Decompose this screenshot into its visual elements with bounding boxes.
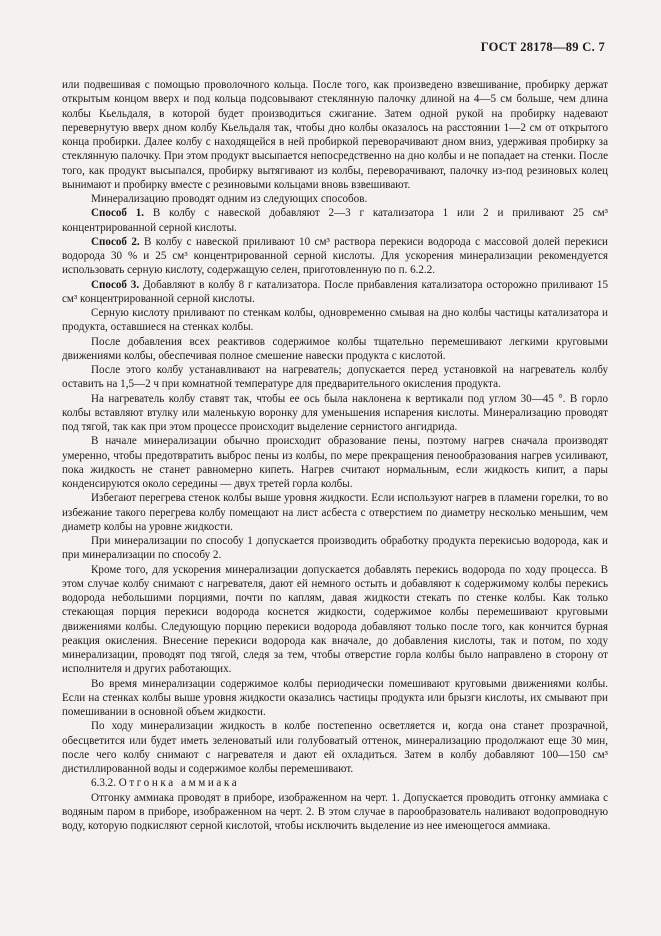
method-label: Способ 3. bbox=[91, 278, 140, 291]
paragraph bbox=[62, 392, 608, 435]
paragraph-text: В колбу с навеской приливают 10 см³ раствора перекиси водорода с массовой долей перекиси водорода 30 % и 25 см³ концентрированной серной кислоты. Для ускорения минерализации рекомендуется использовать серную кислоту, содержащую селен, приготовленную по п. 6.2.2. bbox=[62, 235, 608, 277]
paragraph bbox=[62, 776, 608, 790]
method-label: Способ 2. bbox=[91, 235, 140, 248]
paragraph-text: В колбу с навеской добавляют 2—3 г катализатора 1 или 2 и приливают 25 см³ концентрированной серной кислоты. bbox=[62, 207, 609, 234]
paragraph bbox=[62, 192, 608, 206]
paragraph-text: При минерализации по способу 1 допускается производить обработку продукта перекисью водорода, как и при минерализации по способу 2. bbox=[62, 535, 608, 562]
paragraph bbox=[62, 791, 608, 834]
method-label: Способ 1. bbox=[91, 207, 145, 220]
paragraph-text: Добавляют в колбу 8 г катализатора. После прибавления катализатора осторожно приливают 15 см³ концентрированной серной кислоты. bbox=[62, 278, 608, 305]
paragraph-text: После этого колбу устанавливают на нагреватель; допускается перед установкой на нагреватель колбу оставить на 1,5—2 ч при комнатной температуре для предварительного окисления продукта. bbox=[62, 364, 608, 391]
paragraph-text: По ходу минерализации жидкость в колбе постепенно осветляется и, когда она станет прозрачной, обесцветится или будет иметь зеленоватый или голубоватый оттенок, минерализацию продолжают еще 30 мин, после чего колбу снимают с нагревателя и дают ей охладиться. Затем в колбу добавляют 100—150 см³ дистиллированной воды и содержимое колбы перемешивают. bbox=[62, 720, 608, 775]
paragraph bbox=[62, 677, 608, 720]
paragraph bbox=[62, 278, 608, 307]
paragraph-text: или подвешивая с помощью проволочного кольца. После того, как произведено взвешивание, пробирку держат открытым концом вверх и под кольца подсовывают стеклянную палочку длиной на 4—5 см больше, чем длина колбы Кьельдаля, в которой будет производиться сжигание. Затем одной рукой на пробирку надевают перевернутую вверх дном колбу Кьельдаля так, чтобы дно колбы оказалось на расстоянии 1—2 см от открытого конца пробирки. Далее колбу с находящейся в ней пробиркой переворачивают дном вниз, удерживая пробирку за стеклянную палочку. При этом продукт высыпается непосредственно на дно колбы и не попадает на стенки. После того, как продукт высыпался, пробирку вытягивают из колбы, переворачивают, палочку из-под резиновых колец вынимают и пробирку вместе с резиновыми кольцами вновь взвешивают. bbox=[62, 79, 608, 191]
document-body bbox=[62, 78, 608, 833]
paragraph bbox=[62, 363, 608, 392]
paragraph bbox=[62, 719, 608, 776]
page-header: ГОСТ 28178—89 С. 7 bbox=[480, 40, 605, 54]
paragraph bbox=[62, 78, 608, 192]
paragraph-text: Отгонку аммиака проводят в приборе, изображенном на черт. 1. Допускается проводить отгонку аммиака с водяным паром в приборе, изображенном на черт. 2. В этом случае в парообразователь наливают водопроводную воду, которую подкисляют серной кислотой, чтобы исключить выделение из нее имеющегося аммиака. bbox=[62, 791, 608, 832]
paragraph-text: Во время минерализации содержимое колбы периодически помешивают круговыми движениями колбы. Если на стенках колбы выше уровня жидкости оказались частицы продукта или брызги кислоты, их смывают при помешивании в основной объем жидкости. bbox=[62, 677, 608, 718]
section-number: 6.3.2. bbox=[91, 777, 116, 790]
paragraph-text: Минерализацию проводят одним из следующих способов. bbox=[91, 193, 368, 205]
paragraph bbox=[62, 534, 608, 563]
paragraph bbox=[62, 335, 608, 364]
paragraph-text: Избегают перегрева стенок колбы выше уровня жидкости. Если используют нагрев в пламени горелки, то во избежание такого перегрева колбу помещают на лист асбеста с отверстием по диаметру несколько меньшим, чем диаметр колбы на уровне жидкости. bbox=[62, 492, 608, 533]
paragraph-text: На нагреватель колбу ставят так, чтобы ее ось была наклонена к вертикали под углом 30—45 °. В горло колбы вставляют втулку или маленькую воронку для уменьшения испарения кислоты. Минерализацию проводят под тягой, так как при этом процессе происходит выделение сернистого ангидрида. bbox=[62, 392, 608, 433]
paragraph bbox=[62, 434, 608, 491]
paragraph-text: После добавления всех реактивов содержимое колбы тщательно перемешивают легкими круговыми движениями колбы, обеспечивая полное смешение навески продукта с кислотой. bbox=[62, 335, 608, 362]
paragraph-text: В начале минерализации обычно происходит образование пены, поэтому нагрев сначала производят умеренно, чтобы предотвратить выброс пены из колбы, по мере прекращения пенообразования нагрев усиливают, пока жидкость не станет равномерно кипеть. Нагрев считают нормальным, если жидкость кипит, а пары конденсируются около середины — двух третей горла колбы. bbox=[62, 435, 608, 490]
paragraph bbox=[62, 491, 608, 534]
paragraph bbox=[62, 306, 608, 335]
paragraph bbox=[62, 206, 608, 235]
paragraph bbox=[62, 563, 608, 677]
section-title: Отгонка аммиака bbox=[118, 777, 240, 790]
paragraph-text: Кроме того, для ускорения минерализации допускается добавлять перекись водорода по ходу процесса. В этом случае колбу снимают с нагревателя, дают ей немного остыть и добавляют к содержимому колбы перекись водорода небольшими порциями, почти по каплям, давая жидкости стекать по стенке колбы. Как только стекающая порция перекиси водорода коснется жидкости, содержимое колбы перемешивают круговыми движениями колбы. Следующую порцию перекиси водорода добавляют только после того, как кончится бурная реакция окисления. Внесение перекиси водорода как вначале, до добавления кислоты, так и потом, по ходу минерализации, проводят под тягой, следя за тем, чтобы отверстие горла колбы было направлено в сторону от исполнителя и других работающих. bbox=[62, 563, 608, 676]
paragraph bbox=[62, 235, 608, 278]
paragraph-text: Серную кислоту приливают по стенкам колбы, одновременно смывая на дно колбы частицы катализатора и продукта, оставшиеся на стенках колбы. bbox=[62, 307, 608, 334]
